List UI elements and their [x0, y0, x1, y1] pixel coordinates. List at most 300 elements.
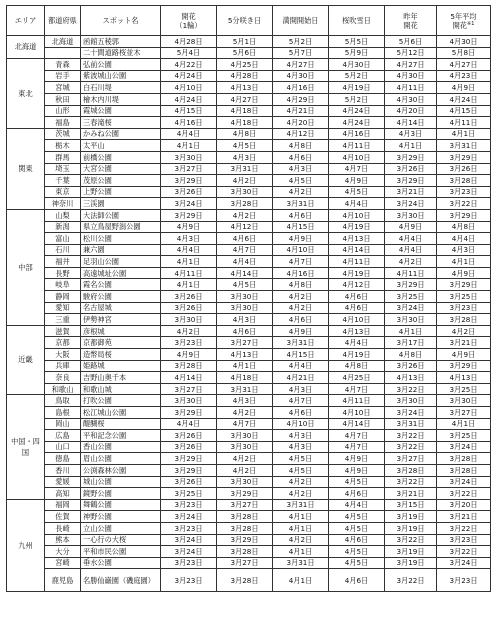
fifty-cell: 4月2日	[217, 209, 273, 221]
header-full: 満開開始日	[273, 6, 329, 36]
fall-cell: 4月13日	[329, 233, 385, 245]
pref-cell: 群馬	[45, 151, 81, 163]
pref-cell: 福井	[45, 256, 81, 268]
full-cell: 4月3日	[273, 441, 329, 453]
table-row	[7, 140, 491, 152]
avg-cell: 3月31日	[437, 140, 491, 152]
lastyear-cell: 3月19日	[385, 522, 437, 534]
bloom-cell: 4月1日	[161, 256, 217, 268]
fifty-cell: 4月3日	[217, 151, 273, 163]
pref-cell: 秋田	[45, 93, 81, 105]
avg-cell: 3月29日	[437, 360, 491, 372]
pref-cell: 岡山	[45, 418, 81, 430]
full-cell: 4月1日	[273, 511, 329, 523]
pref-cell: 東京	[45, 186, 81, 198]
fifty-cell: 4月6日	[217, 233, 273, 245]
header-bloom-line1: 開花	[181, 11, 196, 21]
bloom-cell: 3月23日	[161, 569, 217, 592]
fall-cell: 4月11日	[329, 140, 385, 152]
avg-cell: 4月11日	[437, 117, 491, 129]
table-row	[7, 488, 491, 500]
avg-cell: 4月24日	[437, 93, 491, 105]
fall-cell: 4月14日	[329, 418, 385, 430]
table-row	[7, 93, 491, 105]
pref-cell: 富山	[45, 233, 81, 245]
lastyear-cell: 4月1日	[385, 325, 437, 337]
avg-cell: 3月28日	[437, 464, 491, 476]
lastyear-cell: 3月22日	[385, 476, 437, 488]
fifty-cell: 4月7日	[217, 244, 273, 256]
table-row	[7, 522, 491, 534]
avg-cell: 4月9日	[437, 267, 491, 279]
full-cell: 4月12日	[273, 128, 329, 140]
avg-cell: 3月21日	[437, 511, 491, 523]
pref-cell: 埼玉	[45, 163, 81, 175]
full-cell: 3月31日	[273, 198, 329, 210]
table-row	[7, 117, 491, 129]
fall-cell: 4月19日	[329, 267, 385, 279]
lastyear-cell: 3月22日	[385, 383, 437, 395]
full-cell: 4月3日	[273, 163, 329, 175]
table-row	[7, 557, 491, 569]
fifty-cell: 4月18日	[217, 372, 273, 384]
avg-cell: 4月1日	[437, 128, 491, 140]
bloom-cell: 3月27日	[161, 163, 217, 175]
sakura-forecast-table	[6, 5, 491, 592]
spot-cell: 立山公園	[81, 522, 161, 534]
table-container	[6, 5, 490, 592]
fall-cell: 4月5日	[329, 511, 385, 523]
pref-cell: 青森	[45, 59, 81, 71]
pref-cell: 徳島	[45, 453, 81, 465]
spot-cell: 造幣局桜	[81, 349, 161, 361]
bloom-cell: 3月30日	[161, 395, 217, 407]
bloom-cell: 3月23日	[161, 557, 217, 569]
header-area: エリア	[7, 6, 45, 36]
bloom-cell: 4月9日	[161, 221, 217, 233]
spot-cell: 檜木内川堤	[81, 93, 161, 105]
fall-cell: 4月14日	[329, 244, 385, 256]
lastyear-cell: 3月30日	[385, 395, 437, 407]
fifty-cell: 3月29日	[217, 534, 273, 546]
table-row	[7, 511, 491, 523]
lastyear-cell: 3月28日	[385, 464, 437, 476]
avg-cell: 3月30日	[437, 395, 491, 407]
fall-cell: 4月4日	[329, 499, 385, 511]
avg-cell: 3月29日	[437, 151, 491, 163]
spot-cell: 県立鳥屋野潟公園	[81, 221, 161, 233]
fifty-cell: 5月6日	[217, 47, 273, 59]
table-row	[7, 569, 491, 592]
fall-cell: 4月25日	[329, 372, 385, 384]
avg-cell: 3月24日	[437, 476, 491, 488]
fall-cell: 4月9日	[329, 175, 385, 187]
fall-cell: 4月10日	[329, 151, 385, 163]
spot-cell: 足羽山公園	[81, 256, 161, 268]
lastyear-cell: 3月29日	[385, 151, 437, 163]
area-cell: 中国・四国	[7, 395, 45, 499]
full-cell: 4月5日	[273, 453, 329, 465]
full-cell: 4月20日	[273, 117, 329, 129]
lastyear-cell: 3月24日	[385, 407, 437, 419]
lastyear-cell: 4月9日	[385, 221, 437, 233]
fall-cell: 4月10日	[329, 407, 385, 419]
lastyear-cell: 3月25日	[385, 291, 437, 303]
pref-cell: 宮城	[45, 82, 81, 94]
avg-cell: 3月22日	[437, 198, 491, 210]
header-lastyear-line1: 昨年	[403, 11, 418, 21]
spot-cell: 彦根城	[81, 325, 161, 337]
fifty-cell: 4月7日	[217, 418, 273, 430]
fall-cell: 5月2日	[329, 70, 385, 82]
pref-cell: 岐阜	[45, 279, 81, 291]
bloom-cell: 3月29日	[161, 209, 217, 221]
pref-cell: 島根	[45, 407, 81, 419]
bloom-cell: 3月26日	[161, 186, 217, 198]
fifty-cell: 3月30日	[217, 441, 273, 453]
avg-cell: 3月28日	[437, 175, 491, 187]
full-cell: 4月27日	[273, 59, 329, 71]
full-cell: 4月1日	[273, 522, 329, 534]
avg-cell: 5月8日	[437, 47, 491, 59]
bloom-cell: 3月29日	[161, 407, 217, 419]
full-cell: 3月31日	[273, 557, 329, 569]
full-cell: 4月3日	[273, 430, 329, 442]
table-row	[7, 256, 491, 268]
header-avg-line2: 開花	[452, 20, 467, 30]
fifty-cell: 4月6日	[217, 325, 273, 337]
spot-cell: 平和市民公園	[81, 546, 161, 558]
bloom-cell: 4月24日	[161, 93, 217, 105]
fifty-cell: 4月18日	[217, 117, 273, 129]
full-cell: 4月2日	[273, 302, 329, 314]
bloom-cell: 4月1日	[161, 140, 217, 152]
pref-cell: 佐賀	[45, 511, 81, 523]
area-cell: 近畿	[7, 325, 45, 395]
lastyear-cell: 4月4日	[385, 233, 437, 245]
pref-cell: 滋賀	[45, 325, 81, 337]
fifty-cell: 4月4日	[217, 256, 273, 268]
bloom-cell: 3月25日	[161, 488, 217, 500]
fifty-cell: 3月27日	[217, 499, 273, 511]
avg-cell: 4月13日	[437, 372, 491, 384]
fall-cell: 4月5日	[329, 476, 385, 488]
fall-cell: 4月5日	[329, 186, 385, 198]
pref-cell: 奈良	[45, 372, 81, 384]
full-cell: 4月9日	[273, 233, 329, 245]
spot-cell: 高遠城址公園	[81, 267, 161, 279]
pref-cell: 新潟	[45, 221, 81, 233]
table-row	[7, 464, 491, 476]
lastyear-cell: 5月6日	[385, 36, 437, 48]
fifty-cell: 3月28日	[217, 546, 273, 558]
pref-cell: 長崎	[45, 522, 81, 534]
fifty-cell: 4月14日	[217, 267, 273, 279]
lastyear-cell: 4月1日	[385, 140, 437, 152]
fifty-cell: 3月28日	[217, 522, 273, 534]
full-cell: 4月5日	[273, 464, 329, 476]
pref-cell: 山梨	[45, 209, 81, 221]
pref-cell: 長野	[45, 267, 81, 279]
full-cell: 4月5日	[273, 175, 329, 187]
full-cell: 4月1日	[273, 569, 329, 592]
fall-cell: 4月19日	[329, 221, 385, 233]
full-cell: 4月8日	[273, 279, 329, 291]
full-cell: 4月10日	[273, 244, 329, 256]
full-cell: 4月9日	[273, 325, 329, 337]
avg-cell: 4月9日	[437, 82, 491, 94]
fall-cell: 4月7日	[329, 163, 385, 175]
lastyear-cell: 3月29日	[385, 175, 437, 187]
bloom-cell: 3月26日	[161, 302, 217, 314]
fifty-cell: 3月27日	[217, 337, 273, 349]
avg-cell: 3月22日	[437, 546, 491, 558]
spot-cell: 打吹公園	[81, 395, 161, 407]
avg-cell: 4月3日	[437, 244, 491, 256]
full-cell: 4月16日	[273, 82, 329, 94]
spot-cell: 大法師公園	[81, 209, 161, 221]
table-row	[7, 47, 491, 59]
avg-cell: 4月8日	[437, 221, 491, 233]
fall-cell: 4月13日	[329, 325, 385, 337]
full-cell: 4月2日	[273, 476, 329, 488]
bloom-cell: 4月10日	[161, 82, 217, 94]
pref-cell: 千葉	[45, 175, 81, 187]
fifty-cell: 4月28日	[217, 70, 273, 82]
area-cell: 九州	[7, 499, 45, 592]
avg-cell: 3月28日	[437, 453, 491, 465]
table-row	[7, 36, 491, 48]
fall-cell: 4月7日	[329, 383, 385, 395]
avg-cell: 3月24日	[437, 441, 491, 453]
pref-cell: 大分	[45, 546, 81, 558]
fifty-cell: 4月12日	[217, 221, 273, 233]
fall-cell: 4月6日	[329, 488, 385, 500]
pref-cell: 愛知	[45, 302, 81, 314]
spot-cell: 名勝仙巌園（磯庭園）	[81, 569, 161, 592]
fall-cell: 4月9日	[329, 464, 385, 476]
table-row	[7, 267, 491, 279]
fall-cell: 4月10日	[329, 209, 385, 221]
bloom-cell: 4月16日	[161, 117, 217, 129]
spot-cell: 松江城山公園	[81, 407, 161, 419]
spot-cell: 和歌山城	[81, 383, 161, 395]
spot-cell: 京都御苑	[81, 337, 161, 349]
full-cell: 4月6日	[273, 151, 329, 163]
pref-cell: 栃木	[45, 140, 81, 152]
fall-cell: 5月5日	[329, 36, 385, 48]
full-cell: 3月31日	[273, 337, 329, 349]
bloom-cell: 3月26日	[161, 476, 217, 488]
bloom-cell: 3月23日	[161, 499, 217, 511]
fifty-cell: 3月28日	[217, 511, 273, 523]
pref-cell: 福島	[45, 117, 81, 129]
spot-cell: 城山公園	[81, 476, 161, 488]
header-lastyear	[385, 6, 437, 36]
spot-cell: 公渕森林公園	[81, 464, 161, 476]
full-cell: 4月10日	[273, 418, 329, 430]
fifty-cell: 3月29日	[217, 488, 273, 500]
pref-cell: 北海道	[45, 36, 81, 48]
pref-cell: 石川	[45, 244, 81, 256]
area-cell: 東北	[7, 59, 45, 129]
pref-cell: 鳥取	[45, 395, 81, 407]
fall-cell: 4月8日	[329, 360, 385, 372]
header-fall: 桜吹雪日	[329, 6, 385, 36]
fall-cell: 4月4日	[329, 337, 385, 349]
full-cell: 4月21日	[273, 372, 329, 384]
bloom-cell: 4月4日	[161, 244, 217, 256]
fall-cell: 4月5日	[329, 522, 385, 534]
full-cell: 4月2日	[273, 186, 329, 198]
full-cell: 5月2日	[273, 36, 329, 48]
pref-cell: 愛媛	[45, 476, 81, 488]
full-cell: 4月15日	[273, 349, 329, 361]
fall-cell: 4月6日	[329, 534, 385, 546]
table-row	[7, 302, 491, 314]
avg-cell: 3月25日	[437, 430, 491, 442]
header-spot: スポット名	[81, 6, 161, 36]
pref-cell: 岩手	[45, 70, 81, 82]
fifty-cell: 4月2日	[217, 175, 273, 187]
fifty-cell: 4月2日	[217, 464, 273, 476]
fall-cell: 4月11日	[329, 395, 385, 407]
spot-cell: 二十間道路桜並木	[81, 47, 161, 59]
area-cell: 中部	[7, 209, 45, 325]
spot-cell: 三渓園	[81, 198, 161, 210]
fifty-cell: 4月18日	[217, 105, 273, 117]
avg-cell: 4月30日	[437, 36, 491, 48]
table-row	[7, 395, 491, 407]
avg-cell: 4月23日	[437, 70, 491, 82]
avg-cell: 3月21日	[437, 337, 491, 349]
spot-cell: 垂水公園	[81, 557, 161, 569]
lastyear-cell: 4月14日	[385, 117, 437, 129]
spot-cell: 函館五稜郭	[81, 36, 161, 48]
avg-cell: 4月4日	[437, 233, 491, 245]
fifty-cell: 5月1日	[217, 36, 273, 48]
pref-cell: 山口	[45, 441, 81, 453]
table-row	[7, 453, 491, 465]
table-row	[7, 105, 491, 117]
bloom-cell: 4月24日	[161, 70, 217, 82]
fifty-cell: 3月31日	[217, 163, 273, 175]
table-row	[7, 128, 491, 140]
lastyear-cell: 4月4日	[385, 244, 437, 256]
avg-cell: 3月22日	[437, 488, 491, 500]
spot-cell: 鏡野公園	[81, 488, 161, 500]
fall-cell: 4月7日	[329, 441, 385, 453]
avg-cell: 3月23日	[437, 534, 491, 546]
full-cell: 4月7日	[273, 256, 329, 268]
lastyear-cell: 3月22日	[385, 441, 437, 453]
spot-cell: 吉野山奥千本	[81, 372, 161, 384]
spot-cell: 姫路城	[81, 360, 161, 372]
fall-cell: 4月6日	[329, 569, 385, 592]
spot-cell: 平和記念公園	[81, 430, 161, 442]
lastyear-cell: 3月26日	[385, 360, 437, 372]
lastyear-cell: 4月30日	[385, 93, 437, 105]
pref-cell: 大阪	[45, 349, 81, 361]
fifty-cell: 3月30日	[217, 291, 273, 303]
table-row	[7, 151, 491, 163]
lastyear-cell: 3月24日	[385, 198, 437, 210]
pref-cell: 山形	[45, 105, 81, 117]
bloom-cell: 3月29日	[161, 453, 217, 465]
full-cell: 4月3日	[273, 383, 329, 395]
lastyear-cell: 3月22日	[385, 430, 437, 442]
spot-cell: 白石川堤	[81, 82, 161, 94]
spot-cell: 大宮公園	[81, 163, 161, 175]
bloom-cell: 4月11日	[161, 267, 217, 279]
lastyear-cell: 4月27日	[385, 59, 437, 71]
lastyear-cell: 5月12日	[385, 47, 437, 59]
spot-cell: 神野公園	[81, 511, 161, 523]
pref-cell: 福岡	[45, 499, 81, 511]
fifty-cell: 3月30日	[217, 430, 273, 442]
header-bloom	[161, 6, 217, 36]
avg-cell: 3月23日	[437, 302, 491, 314]
spot-cell: 霞城公園	[81, 105, 161, 117]
pref-cell: 広島	[45, 430, 81, 442]
lastyear-cell: 3月19日	[385, 557, 437, 569]
full-cell: 4月6日	[273, 209, 329, 221]
fifty-cell: 3月27日	[217, 557, 273, 569]
fall-cell: 4月4日	[329, 198, 385, 210]
avg-cell: 3月23日	[437, 186, 491, 198]
bloom-cell: 3月30日	[161, 151, 217, 163]
avg-cell: 3月28日	[437, 314, 491, 326]
avg-cell: 3月27日	[437, 407, 491, 419]
full-cell: 4月15日	[273, 221, 329, 233]
full-cell: 4月4日	[273, 360, 329, 372]
lastyear-cell: 3月22日	[385, 534, 437, 546]
avg-cell: 3月25日	[437, 291, 491, 303]
fall-cell: 4月24日	[329, 105, 385, 117]
fall-cell: 4月10日	[329, 314, 385, 326]
avg-cell: 3月26日	[437, 163, 491, 175]
table-row	[7, 534, 491, 546]
pref-cell: 茨城	[45, 128, 81, 140]
spot-cell: 駿府公園	[81, 291, 161, 303]
spot-cell: かみね公園	[81, 128, 161, 140]
fall-cell: 4月19日	[329, 82, 385, 94]
pref-cell: 熊本	[45, 534, 81, 546]
lastyear-cell: 3月30日	[385, 209, 437, 221]
table-row	[7, 291, 491, 303]
pref-cell: 京都	[45, 337, 81, 349]
bloom-cell: 4月15日	[161, 105, 217, 117]
fall-cell: 5月9日	[329, 47, 385, 59]
lastyear-cell: 4月3日	[385, 128, 437, 140]
pref-cell: 三重	[45, 314, 81, 326]
avg-cell: 3月25日	[437, 383, 491, 395]
fifty-cell: 4月5日	[217, 279, 273, 291]
lastyear-cell: 4月2日	[385, 256, 437, 268]
bloom-cell: 3月29日	[161, 464, 217, 476]
table-row	[7, 175, 491, 187]
bloom-cell: 3月27日	[161, 383, 217, 395]
fall-cell: 4月5日	[329, 557, 385, 569]
lastyear-cell: 4月13日	[385, 372, 437, 384]
full-cell: 4月2日	[273, 291, 329, 303]
full-cell: 4月7日	[273, 395, 329, 407]
spot-cell: 松川公園	[81, 233, 161, 245]
table-row	[7, 209, 491, 221]
bloom-cell: 3月26日	[161, 430, 217, 442]
spot-cell: 太平山	[81, 140, 161, 152]
header-avg-line1: 5年平均	[450, 11, 477, 21]
